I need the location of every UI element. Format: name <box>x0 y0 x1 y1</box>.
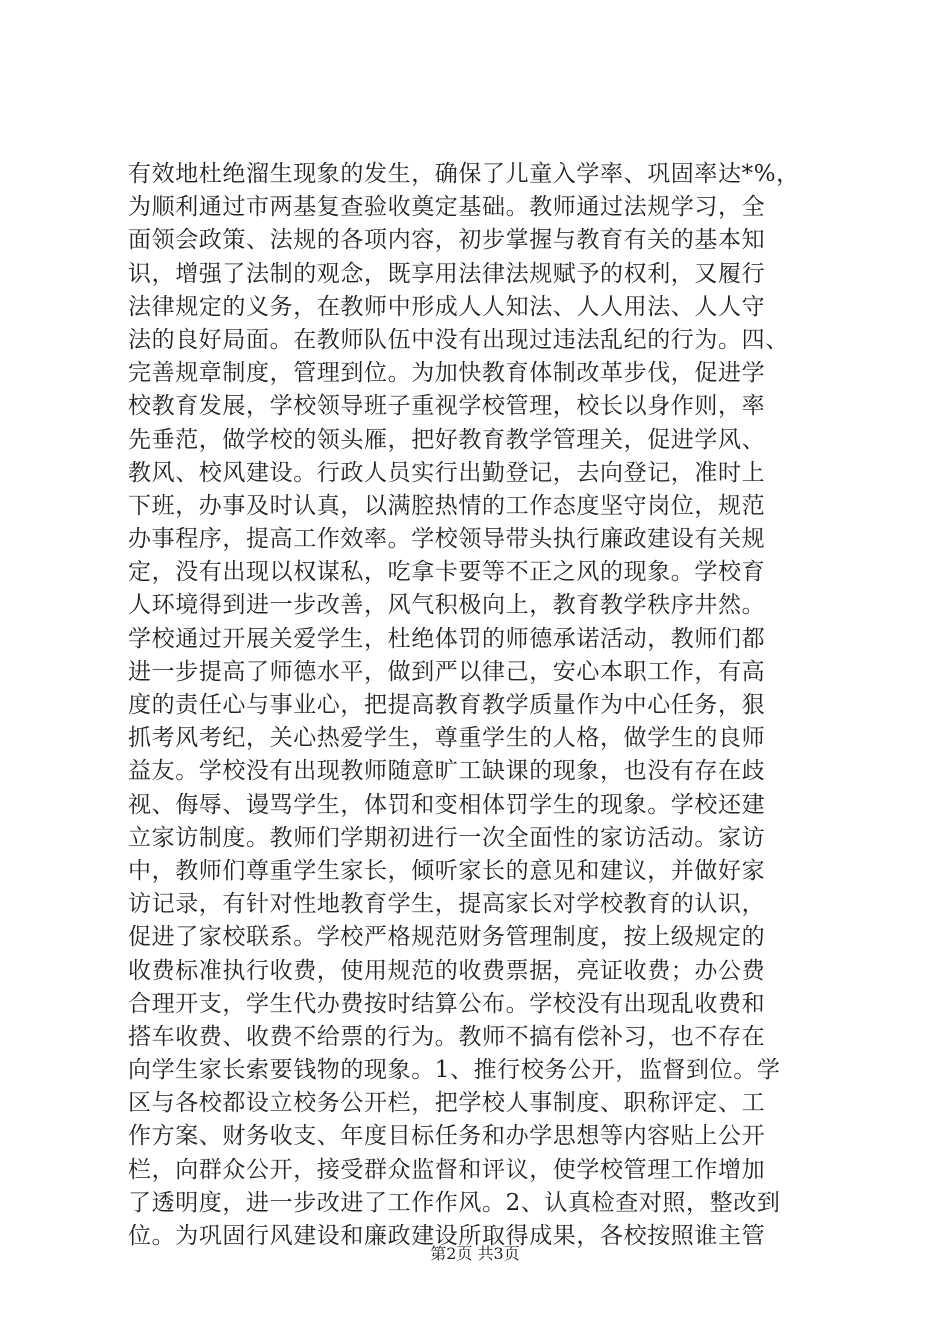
text-line: 访记录，有针对性地教育学生，提高家长对学校教育的认识， <box>128 891 766 918</box>
text-line: 法律规定的义务，在教师中形成人人知法、人人用法、人人守 <box>128 293 766 320</box>
text-line: 位。为巩固行风建设和廉政建设所取得成果，各校按照谁主管 <box>128 1223 766 1249</box>
text-line: 抓考风考纪，关心热爱学生，尊重学生的人格，做学生的良师 <box>128 725 766 752</box>
text-line: 视、侮辱、谩骂学生，体罚和变相体罚学生的现象。学校还建 <box>128 791 766 818</box>
text-line: 收费标准执行收费，使用规范的收费票据，亮证收费；办公费 <box>128 957 766 984</box>
text-line: 合理开支，学生代办费按时结算公布。学校没有出现乱收费和 <box>128 990 766 1017</box>
text-line: 有效地杜绝溜生现象的发生，确保了儿童入学率、巩固率达*%， <box>128 161 800 187</box>
text-line: 向学生家长索要钱物的现象。1、推行校务公开，监督到位。学 <box>128 1057 781 1084</box>
text-line: 中，教师们尊重学生家长，倾听家长的意见和建议，并做好家 <box>128 857 766 884</box>
text-line: 区与各校都设立校务公开栏，把学校人事制度、职称评定、工 <box>128 1090 766 1117</box>
text-line: 法的良好局面。在教师队伍中没有出现过违法乱纪的行为。四、 <box>128 326 789 353</box>
text-line: 下班，办事及时认真，以满腔热情的工作态度坚守岗位，规范 <box>128 492 766 519</box>
text-line: 作方案、财务收支、年度目标任务和办学思想等内容贴上公开 <box>128 1123 766 1150</box>
text-line: 面领会政策、法规的各项内容，初步掌握与教育有关的基本知 <box>128 227 766 254</box>
text-line: 定，没有出现以权谋私，吃拿卡要等不正之风的现象。学校育 <box>128 559 766 586</box>
text-line: 教风、校风建设。行政人员实行出勤登记，去向登记，准时上 <box>128 459 766 486</box>
text-line: 学校通过开展关爱学生，杜绝体罚的师德承诺活动，教师们都 <box>128 625 766 652</box>
text-line: 校教育发展，学校领导班子重视学校管理，校长以身作则，率 <box>128 393 766 420</box>
text-line: 搭车收费、收费不给票的行为。教师不搞有偿补习，也不存在 <box>128 1023 766 1050</box>
text-line: 度的责任心与事业心，把提高教育教学质量作为中心任务，狠 <box>128 692 766 718</box>
text-line: 进一步提高了师德水平，做到严以律己，安心本职工作，有高 <box>128 658 766 685</box>
text-line: 促进了家校联系。学校严格规范财务管理制度，按上级规定的 <box>128 924 766 951</box>
text-line: 先垂范，做学校的领头雁，把好教育教学管理关，促进学风、 <box>128 426 766 453</box>
page-number-footer: 第2页 共3页 <box>430 1244 520 1263</box>
text-line: 识，增强了法制的观念，既享用法律法规赋予的权利，又履行 <box>128 260 766 287</box>
text-line: 为顺利通过市两基复查验收奠定基础。教师通过法规学习，全 <box>128 194 766 221</box>
text-line: 人环境得到进一步改善，风气积极向上，教育教学秩序井然。 <box>128 592 766 619</box>
text-line: 立家访制度。教师们学期初进行一次全面性的家访活动。家访 <box>128 824 766 851</box>
text-line: 了透明度，进一步改进了工作作风。2、认真检查对照，整改到 <box>128 1189 781 1216</box>
document-body <box>128 158 840 1253</box>
text-line: 栏，向群众公开，接受群众监督和评议，使学校管理工作增加 <box>128 1156 766 1183</box>
text-line: 办事程序，提高工作效率。学校领导带头执行廉政建设有关规 <box>128 526 766 553</box>
text-line: 益友。学校没有出现教师随意旷工缺课的现象，也没有存在歧 <box>128 758 766 785</box>
text-line: 完善规章制度，管理到位。为加快教育体制改革步伐，促进学 <box>128 360 766 387</box>
